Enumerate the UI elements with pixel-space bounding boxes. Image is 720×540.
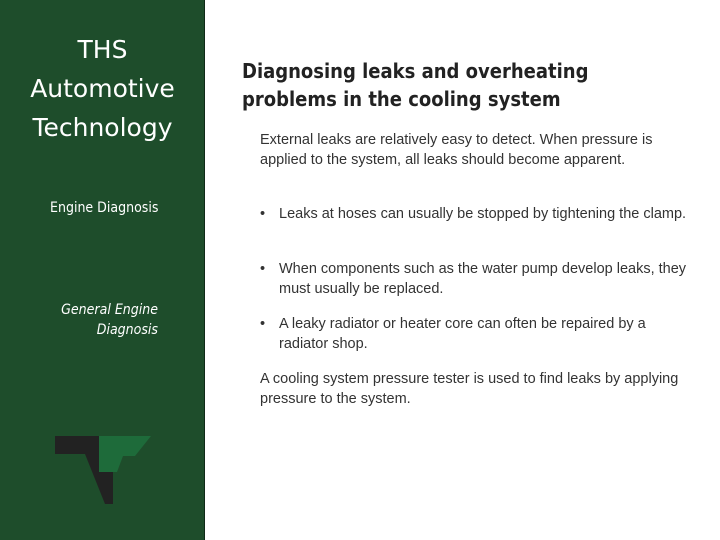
nav-item-label-line: General Engine (61, 302, 158, 318)
intro-paragraph: External leaks are relatively easy to detect. When pressure is applied to the system, all leaks should become apparent. (260, 132, 653, 168)
logo-green-shape (99, 436, 151, 472)
closing-paragraph: A cooling system pressure tester is used to find leaks by applying pressure to the system. (260, 371, 679, 407)
brand-line: Technology (32, 113, 173, 142)
brand-line: Automotive (30, 74, 175, 103)
page-title (242, 57, 702, 113)
brand-line: THS (77, 35, 128, 64)
bullet-text: A leaky radiator or heater core can often be repaired by a radiator shop. (279, 316, 646, 352)
nav-item-general-engine-diagnosis[interactable] (40, 300, 158, 340)
title-line: Diagnosing leaks and overheating (242, 59, 589, 83)
bullet-item (260, 204, 690, 224)
ths-logo-icon (55, 436, 151, 504)
brand-title (0, 30, 205, 147)
bullet-dot-icon: • (260, 316, 266, 332)
bullet-dot-icon: • (260, 261, 266, 277)
bullet-item (260, 259, 690, 299)
nav-item-engine-diagnosis[interactable]: Engine Diagnosis (50, 200, 159, 216)
bullet-text: Leaks at hoses can usually be stopped by tightening the clamp. (279, 206, 687, 222)
bullet-dot-icon: • (260, 206, 266, 222)
title-line: problems in the cooling system (242, 87, 561, 111)
bullet-item (260, 314, 690, 354)
sidebar (0, 0, 205, 540)
bullet-text: When components such as the water pump develop leaks, they must usually be replaced. (279, 261, 687, 297)
nav-item-label-line: Diagnosis (96, 322, 158, 338)
